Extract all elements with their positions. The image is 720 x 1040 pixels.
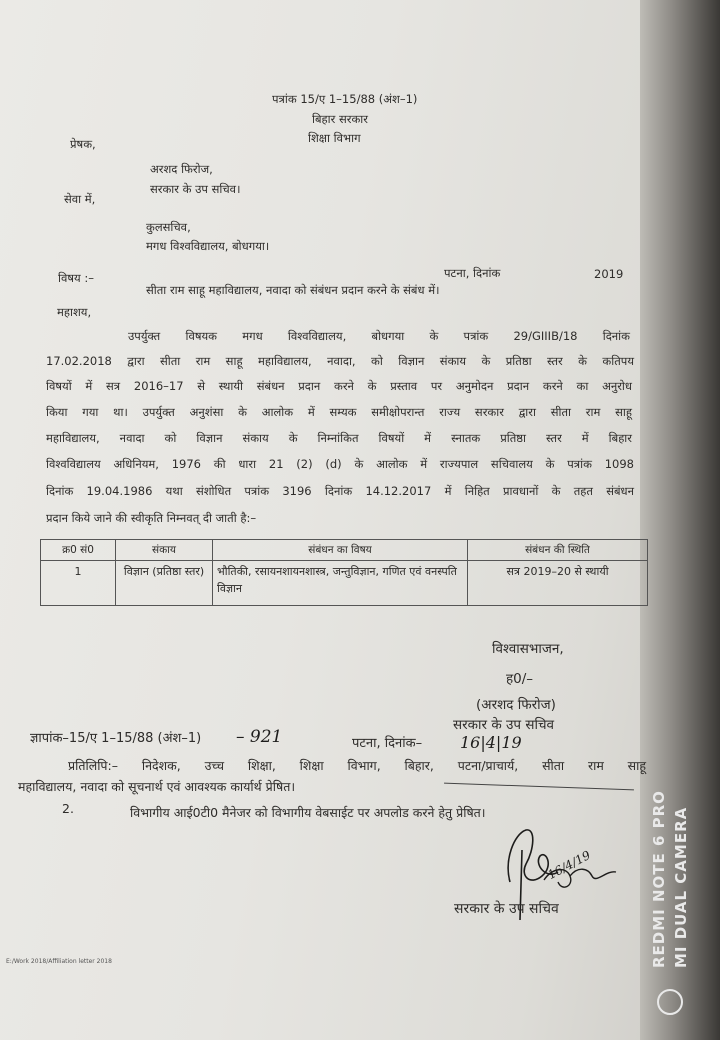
col-status-header: संबंधन की स्थिति [468,540,648,561]
table-cell-subjects: भौतिकी, रसायनशायनशास्त्र, जन्तुविज्ञान, गणित एवं वनस्पति विज्ञान [213,561,468,606]
govt-name: बिहार सरकार [312,112,368,126]
sender-label: प्रेषक, [70,137,96,151]
closing-name: (अरशद फिरोज) [476,697,556,713]
watermark-model: REDMI NOTE 6 PRO [650,790,668,968]
body-line: विषयों में सत्र 2016–17 से स्थायी संबंधन प्रदान करने के प्रस्ताव पर अनुमोदन प्रदान करने का अनुरोध [46,379,632,393]
letter-year: 2019 [594,267,624,281]
col-subject-header: संबंधन का विषय [213,540,468,561]
table-cell-faculty: विज्ञान (प्रतिष्ठा स्तर) [116,561,213,606]
closing-signed: ह0/– [506,671,534,687]
body-line: विश्वविद्यालय अधिनियम, 1976 की धारा 21 (2) (d) के आलोक में राज्यपाल सचिवालय के पत्रांक 1098 [46,457,634,471]
item2-text: विभागीय आई0टी0 मैनेजर को विभागीय वेबसाईट पर अपलोड करने हेतु प्रेषित। [130,805,486,820]
table-cell-serial: 1 [41,561,116,606]
memo-designation: सरकार के उप सचिव [454,901,559,917]
col-serial-header: क्र0 सं0 [41,540,116,561]
ref-number: पत्रांक 15/ए 1–15/88 (अंश–1) [272,92,418,106]
copy-line: प्रतिलिपि:– निदेशक, उच्च शिक्षा, शिक्षा विभाग, बिहार, पटना/प्राचार्य, सीता राम साहू [68,758,646,773]
body-line: दिनांक 19.04.1986 यथा संशोधित पत्रांक 3196 दिनांक 14.12.2017 में निहित प्रावधानों के तहत संबंधन [46,484,634,498]
sender-designation: सरकार के उप सचिव। [150,182,241,196]
table-cell-status: सत्र 2019–20 से स्थायी [468,561,648,606]
camera-logo-icon [657,989,683,1015]
closing-designation: सरकार के उप सचिव [453,717,555,733]
body-line: किया गया था। उपर्युक्त अनुशंसा के आलोक में सम्यक समीक्षोपरान्त राज्य सरकार द्वारा सीता राम साहू [46,405,632,419]
memo-place-date: पटना, दिनांक– [352,736,423,751]
table-header-row [41,540,648,561]
salutation: महाशय, [57,305,92,319]
recipient-address: मगध विश्वविद्यालय, बोधगया। [146,239,270,253]
sender-name: अरशद फिरोज, [150,162,213,176]
department-name: शिक्षा विभाग [308,131,361,145]
watermark-camera: MI DUAL CAMERA [672,806,690,968]
recipient-name: कुलसचिव, [146,220,191,234]
closing-faithfully: विश्वासभाजन, [492,641,564,657]
body-line: प्रदान किये जाने की स्वीकृति निम्नवत् दी जाती है:– [46,511,257,525]
subject-label: विषय :– [58,271,94,285]
subject-text: सीता राम साहू महाविद्यालय, नवादा को संबंधन प्रदान करने के संबंध में। [146,283,440,297]
body-line: महाविद्यालय, नवादा को विज्ञान संकाय के निम्नांकित विषयों में स्नातक प्रतिष्ठा स्तर में बिहार [46,431,632,445]
table-row [41,561,648,606]
place-date: पटना, दिनांक [444,266,501,280]
affiliation-table [40,539,648,606]
body-line: उपर्युक्त विषयक मगध विश्वविद्यालय, बोधगया के पत्रांक 29/GIIIB/18 दिनांक [128,329,630,343]
body-line: 17.02.2018 द्वारा सीता राम साहू महाविद्यालय, नवादा, को विज्ञान संकाय के प्रतिष्ठा स्तर के कतिपय [46,354,634,368]
memo-ref: ज्ञापांक–15/ए 1–15/88 (अंश–1) [30,731,202,746]
memo-handwritten-number: – 921 [236,727,283,747]
col-faculty-header: संकाय [116,540,213,561]
recipient-label: सेवा में, [64,192,96,206]
item2-number: 2. [62,801,74,816]
memo-handwritten-date: 16|4|19 [460,733,522,752]
handwritten-initials-date: 16/4/19 [545,847,593,883]
copy-line: महाविद्यालय, नवादा को सूचनार्थ एवं आवश्यक कार्यार्थ प्रेषित। [18,779,296,794]
footer-file-path: E:/Work 2018/Affiliation letter 2018 [6,958,112,965]
